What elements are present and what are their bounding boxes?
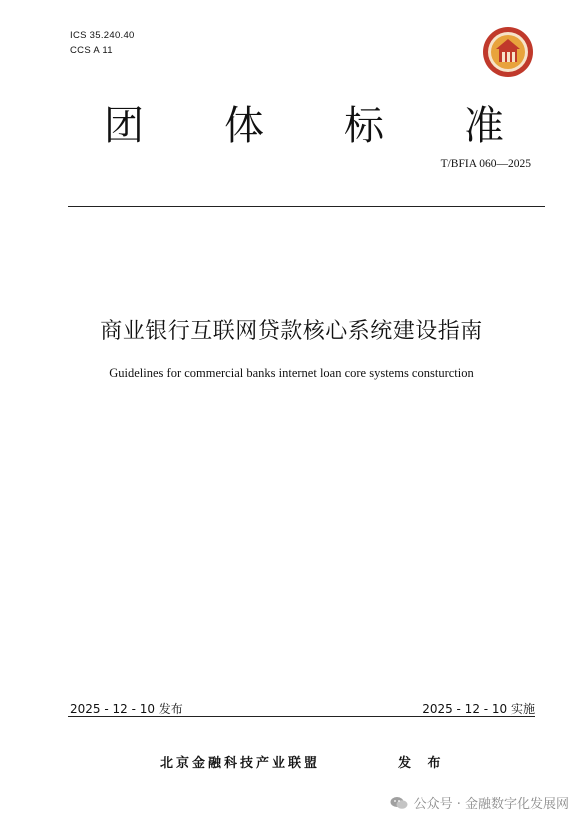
watermark [390, 793, 569, 812]
publish-label: 发 布 [398, 756, 447, 771]
standard-number: T/BFIA 060—2025 [440, 158, 531, 170]
publisher-name: 北京金融科技产业联盟 [160, 756, 321, 771]
effective-date: 2025 - 12 - 10 实施 [422, 702, 535, 716]
header-divider [68, 206, 545, 207]
ccs-code: CCS A 11 [70, 45, 113, 56]
watermark-text: 公众号 · 金融数字化发展网 [413, 797, 569, 812]
doc-type-char: 标 [344, 103, 384, 149]
document-title-chinese: 商业银行互联网贷款核心系统建设指南 [100, 319, 483, 344]
publish-date: 2025 - 12 - 10 发布 [70, 702, 183, 716]
document-type-heading [104, 100, 504, 152]
document-title-english: Guidelines for commercial banks internet loan core systems consturction [109, 366, 474, 380]
ics-code: ICS 35.240.40 [70, 30, 135, 41]
doc-type-char: 团 [104, 103, 144, 149]
association-seal-icon [482, 26, 534, 78]
doc-type-char: 准 [464, 103, 504, 149]
doc-type-char: 体 [224, 103, 264, 149]
classification-codes [70, 28, 135, 58]
footer-divider [68, 716, 535, 717]
wechat-icon [390, 796, 408, 810]
